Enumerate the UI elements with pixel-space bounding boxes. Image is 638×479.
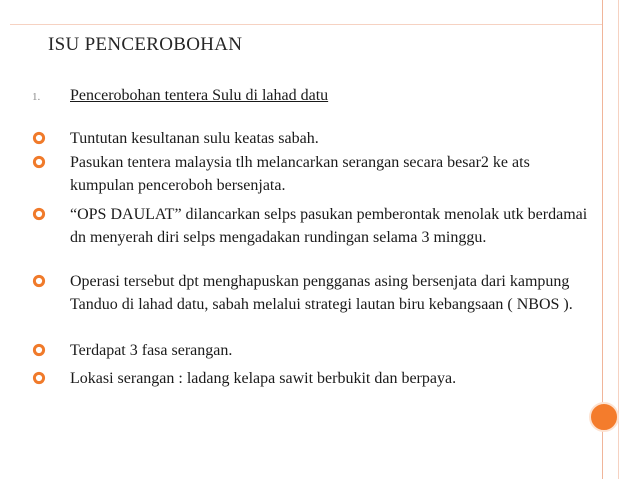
ring-bullet-icon <box>32 343 46 357</box>
item-number: 1. <box>32 91 41 103</box>
ring-bullet-icon <box>32 371 46 385</box>
ring-bullet-icon <box>32 155 46 169</box>
slide-title: ISU PENCEROBOHAN <box>48 34 243 55</box>
ring-bullet-icon <box>32 207 46 221</box>
bullet-text: Pasukan tentera malaysia tlh melancarkan serangan secara besar2 ke ats kumpulan penceroboh bersenjata. <box>70 154 530 194</box>
right-border-line-outer <box>618 0 619 479</box>
bullet-text: Terdapat 3 fasa serangan. <box>70 342 233 359</box>
bullet-text: Lokasi serangan : ladang kelapa sawit berbukit dan berpaya. <box>70 370 457 387</box>
item-heading: Pencerobohan tentera Sulu di lahad datu <box>70 87 329 104</box>
bullet-text: “OPS DAULAT” dilancarkan selps pasukan pemberontak menolak utk berdamai dn menyerah diri selps mengadakan rundingan selama 3 minggu. <box>70 206 588 246</box>
bullet-text: Operasi tersebut dpt menghapuskan pengganas asing bersenjata dari kampung Tanduo di lahad datu, sabah melalui strategi lautan biru kebangsaan ( NBOS ). <box>70 273 573 313</box>
top-divider <box>10 24 602 25</box>
bullet-text: Tuntutan kesultanan sulu keatas sabah. <box>70 130 319 147</box>
orange-circle-icon <box>589 402 619 432</box>
ring-bullet-icon <box>32 274 46 288</box>
ring-bullet-icon <box>32 131 46 145</box>
